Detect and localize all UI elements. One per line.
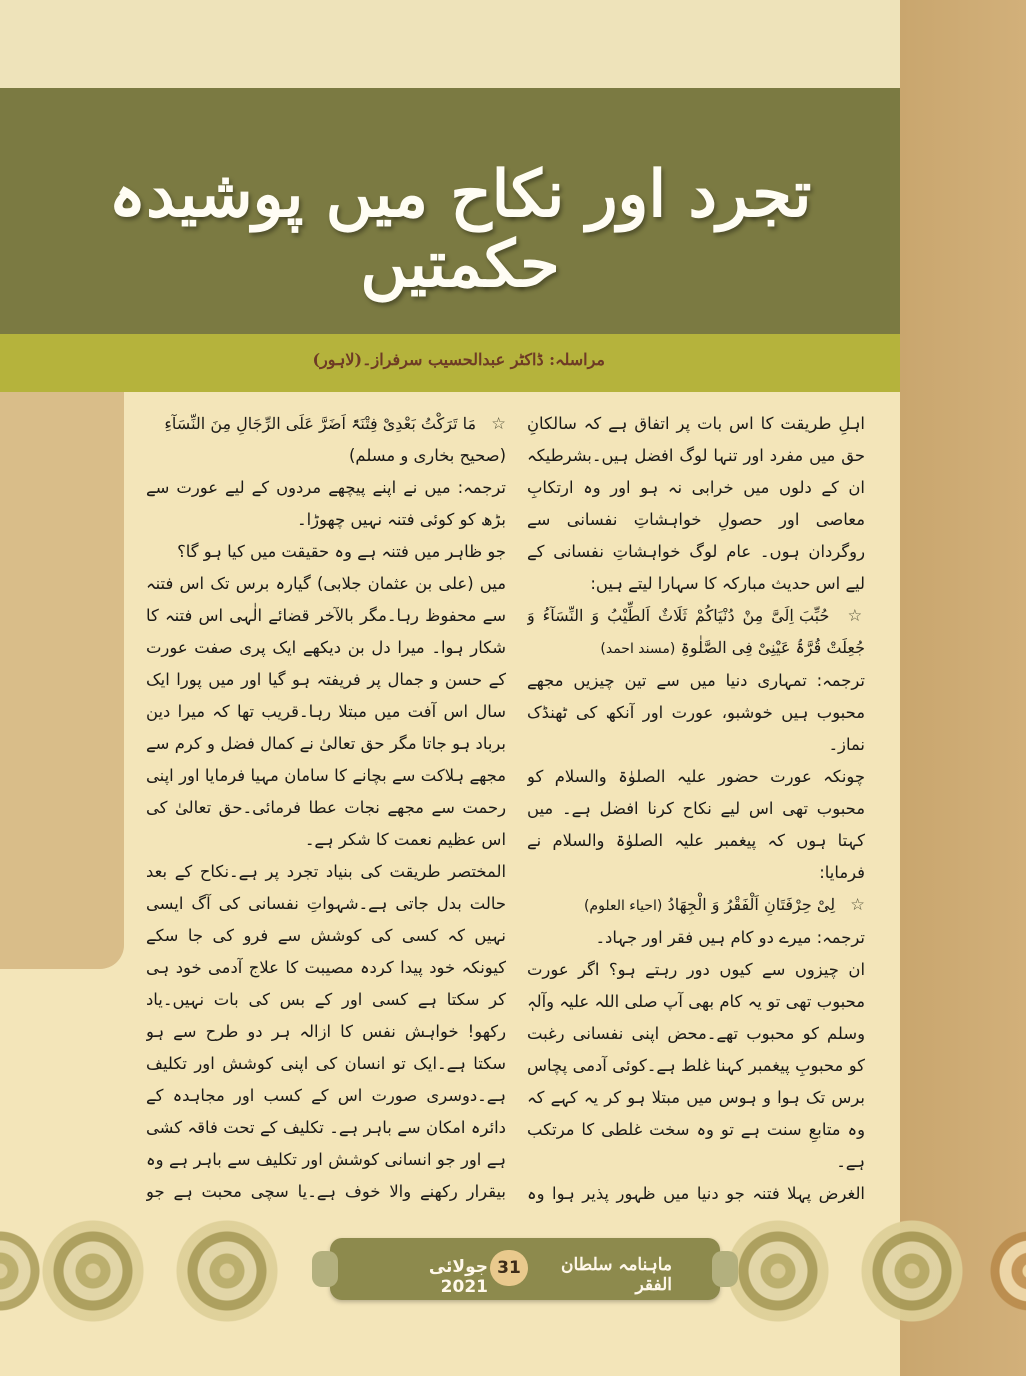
article-byline: مراسلہ: ڈاکٹر عبدالحسیب سرفراز۔(لاہور) xyxy=(312,350,605,369)
ornament-icon xyxy=(723,1217,833,1325)
star-icon: ☆ xyxy=(491,414,506,433)
hadith-text: مَا تَرَکْتُ بَعْدِیْ فِتْنَۃً اَضَرَّ عَلَی الرِّجَالِ مِنَ النِّسَآءِ xyxy=(164,414,477,433)
hadith-reference: (صحیح بخاری و مسلم) xyxy=(349,446,506,465)
hadith-block xyxy=(146,408,506,440)
paragraph: جو ظاہر میں فتنہ ہے وہ حقیقت میں کیا ہو گا؟ xyxy=(177,542,506,561)
issue-date: جولائی 2021 xyxy=(428,1257,488,1297)
hadith-block xyxy=(527,600,865,665)
star-icon: ☆ xyxy=(847,606,865,625)
top-band xyxy=(0,0,900,88)
article-title: تجرد اور نکاح میں پوشیدہ حکمتیں xyxy=(108,157,812,303)
article-column-left xyxy=(146,408,506,1208)
hadith-reference: (احیاء العلوم) xyxy=(583,898,663,914)
ornament-icon xyxy=(172,1217,282,1325)
paragraph: المختصر طریقت کی بنیاد تجرد پر ہے۔نکاح کے بعد حالت بدل جاتی ہے۔شہواتِ نفسانی کی آگ ایسی نہیں کہ کسی کی کوشش سے فرو کی جا سکے کیونکہ خود پیدا کردہ مصیبت کا علاج آدمی خود ہی کر سکتا ہے کسی اور کے بس کی بات نہیں۔یاد رکھو! خواہش نفس کا ازالہ ہر دو طرح سے ہو سکتا ہے۔ایک تو انسان کی اپنی کوشش اور تکلیف ہے۔دوسری صورت اس کے کسب اور مجاہدہ کے دائرہ امکان سے باہر ہے۔ تکلیف کے تحت فاقہ کشی ہے اور جو انسانی کوشش اور تکلیف سے باہر ہے وہ بیقرار رکھنے والا خوف ہے۔یا سچی محبت ہے جو xyxy=(146,862,506,1201)
right-decorative-bar xyxy=(900,0,1026,1376)
magazine-logo: ماہنامہ سلطان الفقر xyxy=(560,1255,672,1295)
translation: ترجمہ: تمہاری دنیا میں سے تین چیزیں مجھے محبوب ہیں خوشبو، عورت اور آنکھ کی ٹھنڈک نماز۔ xyxy=(527,671,865,754)
page-number-badge: 31 xyxy=(490,1250,528,1286)
ornament-icon xyxy=(38,1217,148,1325)
hadith-text: حُبِّبَ اِلَیَّ مِنْ دُنْیَاکُمْ ثَلَاثٌ اَلطِّیْبُ وَ النِّسَآءُ وَ جُعِلَتْ قُرَّۃُ عَیْنِیْ فِی الصَّلٰوۃِ xyxy=(527,606,865,657)
hadith-reference: (مسند احمد) xyxy=(600,641,676,657)
translation: ترجمہ: میں نے اپنے پیچھے مردوں کے لیے عورت سے بڑھ کو کوئی فتنہ نہیں چھوڑا۔ xyxy=(146,478,506,529)
paragraph: الغرض پہلا فتنہ جو دنیا میں ظہور پذیر ہوا وہ xyxy=(527,1184,865,1203)
hadith-block xyxy=(527,889,865,922)
paragraph: اہلِ طریقت کا اس بات پر اتفاق ہے کہ سالکانِ حق میں مفرد اور تنہا لوگ افضل ہیں۔بشرطیکہ ان کے دلوں میں خرابی نہ ہو اور وہ ارتکابِ معاصی اور حصولِ خواہشاتِ نفسانی سے روگردان ہوں۔ عام لوگ خواہشاتِ نفسانی کے لیے اس حدیث مبارکہ کا سہارا لیتے ہیں: xyxy=(527,414,865,593)
translation: ترجمہ: میرے دو کام ہیں فقر اور جہاد۔ xyxy=(595,928,865,947)
paragraph: میں (علی بن عثمان جلابی) گیارہ برس تک اس فتنہ سے محفوظ رہا۔مگر بالآخر قضائے الٰہی اس فتنہ کا شکار ہوا۔ میرا دل بن دیکھے ایک پری صفت عورت کے حسن و جمال پر فریفتہ ہو گیا اور میں پورا ایک سال اس آفت میں مبتلا رہا۔قریب تھا کہ میرا دین برباد ہو جاتا مگر حق تعالیٰ نے کمال فضل و کرم سے مجھے ہلاکت سے بچانے کا سامان مہیا فرمایا اور اپنی رحمت سے مجھے نجات عطا فرمائی۔حق تعالیٰ کی اس عظیم نعمت کا شکر ہے۔ xyxy=(146,574,506,849)
star-icon: ☆ xyxy=(850,895,865,914)
ornament-icon xyxy=(857,1217,967,1325)
left-accent-panel xyxy=(0,392,124,969)
article-column-right xyxy=(527,408,865,1208)
hadith-text: لِیْ حِرْفَتَانِ اَلْفَقْرُ وَ الْجِھَادُ xyxy=(667,895,836,914)
paragraph: چونکہ عورت حضور علیہ الصلوٰۃ والسلام کو محبوب تھی اس لیے نکاح کرنا افضل ہے۔ میں کہتا ہوں کہ پیغمبر علیہ الصلوٰۃ والسلام نے فرمایا: xyxy=(527,767,865,882)
paragraph: ان چیزوں سے کیوں دور رہتے ہو؟ اگر عورت محبوب تھی تو یہ کام بھی آپ صلی اللہ علیہ وآلہٖ وسلم کو محبوب تھے۔محض اپنی نفسانی رغبت کو محبوبِ پیغمبر کہنا غلط ہے۔کوئی آدمی پچاس برس تک ہوا و ہوس میں مبتلا ہو کر یہ کہے کہ وہ متابعِ سنت ہے تو وہ سخت غلطی کا مرتکب ہے۔ xyxy=(527,960,865,1171)
